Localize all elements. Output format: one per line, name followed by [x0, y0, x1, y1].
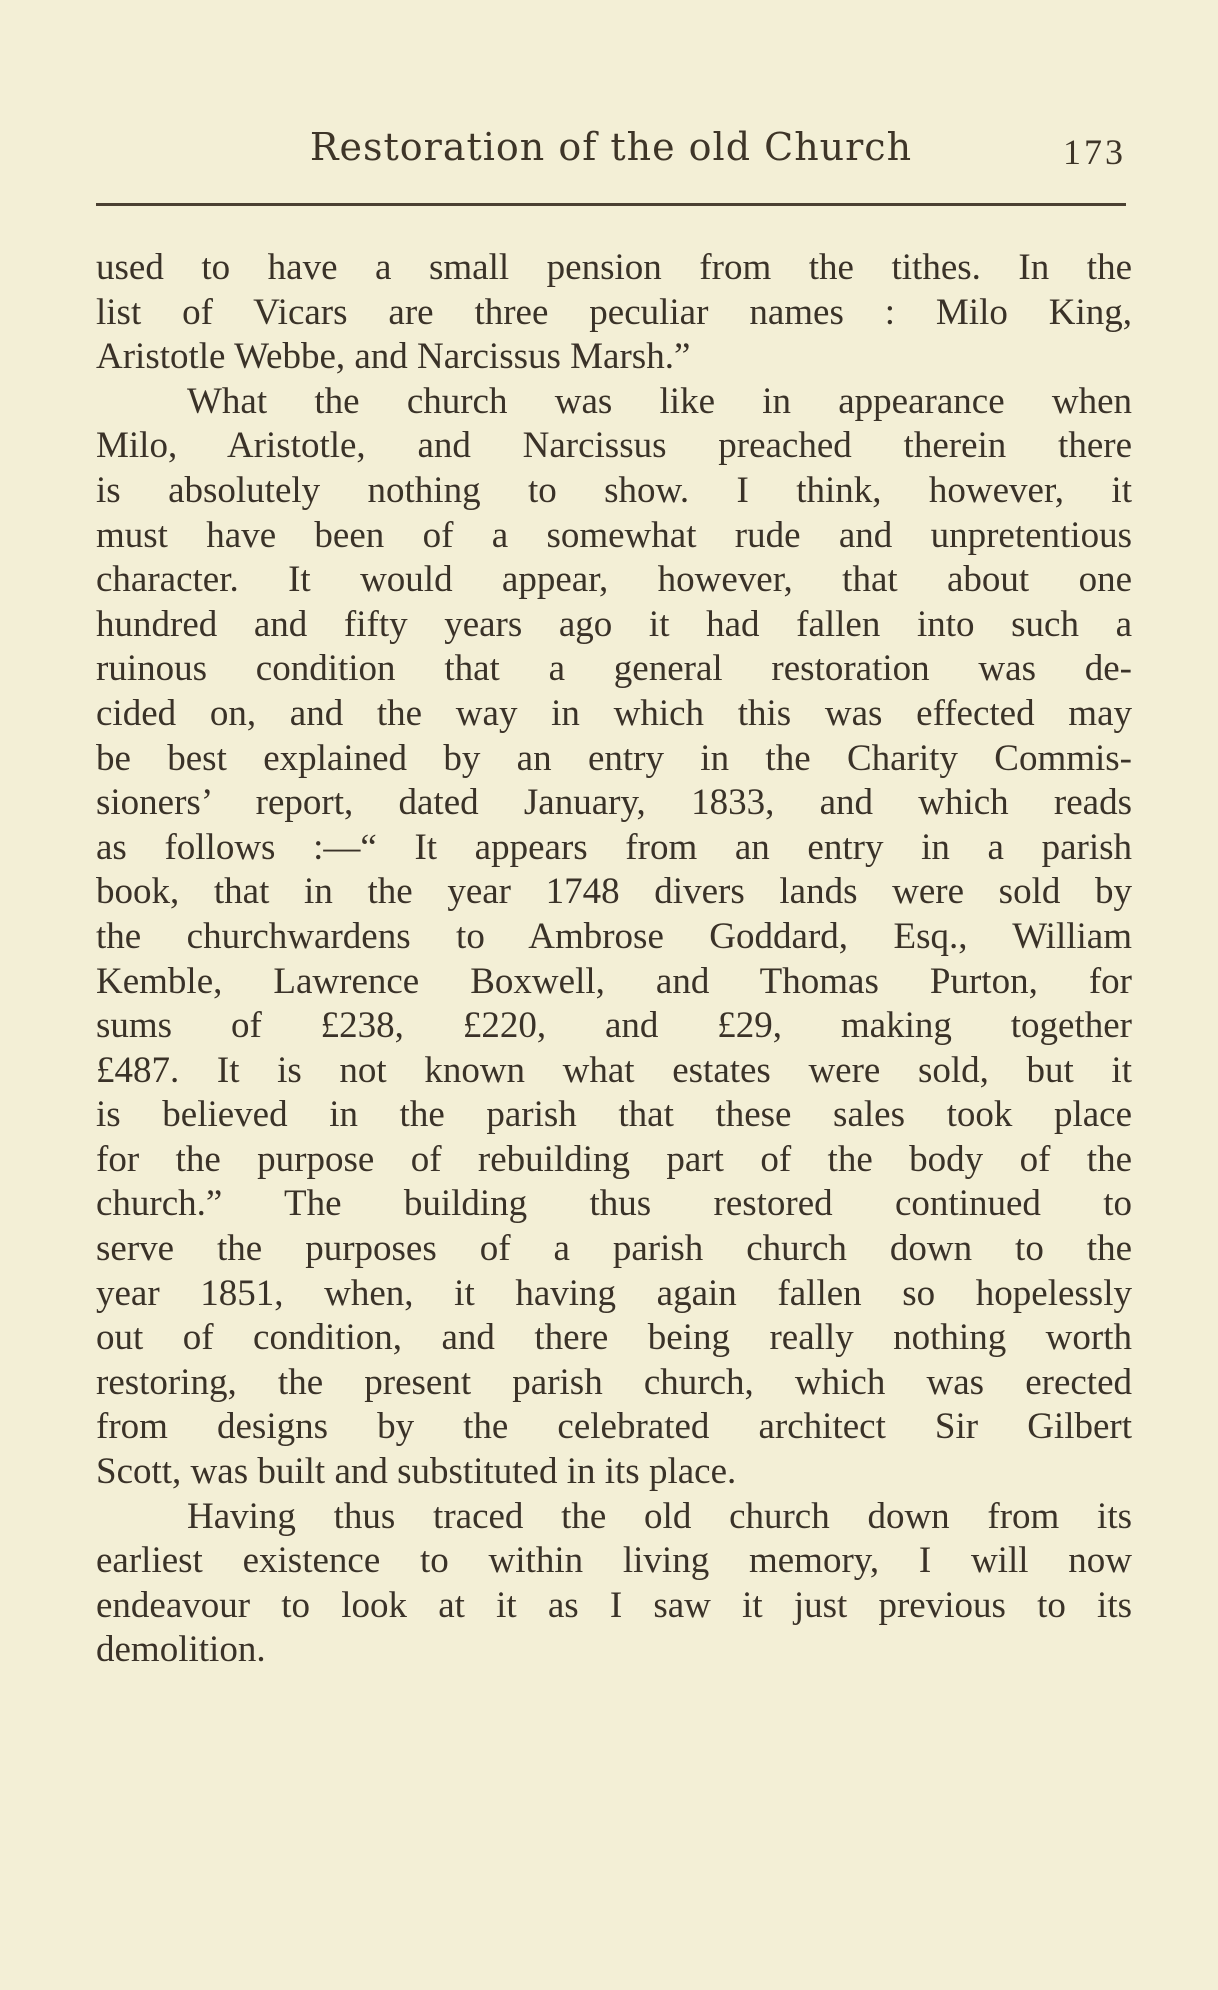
text-line: hundred and fifty years ago it had fallen into such a	[96, 603, 1132, 645]
text-line: £487. It is not known what estates were sold, but it	[96, 1049, 1132, 1091]
text-line: endeavour to look at it as I saw it just previous to its	[96, 1584, 1132, 1626]
header-rule	[96, 203, 1126, 206]
text-line: sioners’ report, dated January, 1833, and which reads	[96, 782, 1132, 824]
text-line: serve the purposes of a parish church down to the	[96, 1228, 1132, 1270]
text-line: as follows :—“ It appears from an entry in a parish	[96, 826, 1132, 868]
text-line: is believed in the parish that these sales took place	[96, 1094, 1132, 1136]
text-line: out of condition, and there being really nothing worth	[96, 1317, 1132, 1359]
text-line: demolition.	[96, 1629, 266, 1671]
text-line: sums of £238, £220, and £29, making together	[96, 1005, 1132, 1047]
text-line: used to have a small pension from the tithes. In the	[96, 247, 1132, 288]
text-line: ruinous condition that a general restoration was de-	[96, 648, 1132, 690]
text-line: restoring, the present parish church, which was erected	[96, 1361, 1132, 1403]
page-number: 173	[1063, 132, 1126, 172]
text-line: Having thus traced the old church down from its	[187, 1495, 1132, 1537]
running-head-title: Restoration of the old Church	[309, 125, 913, 169]
text-line: earliest existence to within living memory, I will now	[96, 1540, 1132, 1582]
text-line: list of Vicars are three peculiar names : Milo King,	[96, 291, 1132, 333]
text-line: book, that in the year 1748 divers lands were sold by	[96, 871, 1132, 913]
text-line: from designs by the celebrated architect Sir Gilbert	[96, 1406, 1132, 1448]
text-line: must have been of a somewhat rude and unpretentious	[96, 514, 1132, 556]
text-line: is absolutely nothing to show. I think, however, it	[96, 469, 1132, 511]
running-head	[96, 125, 1126, 185]
text-line: Milo, Aristotle, and Narcissus preached therein there	[96, 425, 1132, 467]
text-line: Kemble, Lawrence Boxwell, and Thomas Purton, for	[96, 960, 1132, 1002]
body-text	[96, 246, 1132, 1673]
text-line: character. It would appear, however, that about one	[96, 559, 1132, 601]
text-line: year 1851, when, it having again fallen so hopelessly	[96, 1272, 1132, 1314]
text-line: Scott, was built and substituted in its place.	[96, 1451, 737, 1493]
text-line: be best explained by an entry in the Charity Commis-	[96, 737, 1132, 779]
text-line: for the purpose of rebuilding part of the body of the	[96, 1138, 1132, 1180]
text-line: What the church was like in appearance when	[187, 380, 1132, 422]
text-line: Aristotle Webbe, and Narcissus Marsh.”	[96, 336, 691, 378]
text-line: church.” The building thus restored continued to	[96, 1183, 1132, 1225]
text-line: the churchwardens to Ambrose Goddard, Esq., William	[96, 915, 1132, 957]
text-line: cided on, and the way in which this was effected may	[96, 692, 1132, 734]
